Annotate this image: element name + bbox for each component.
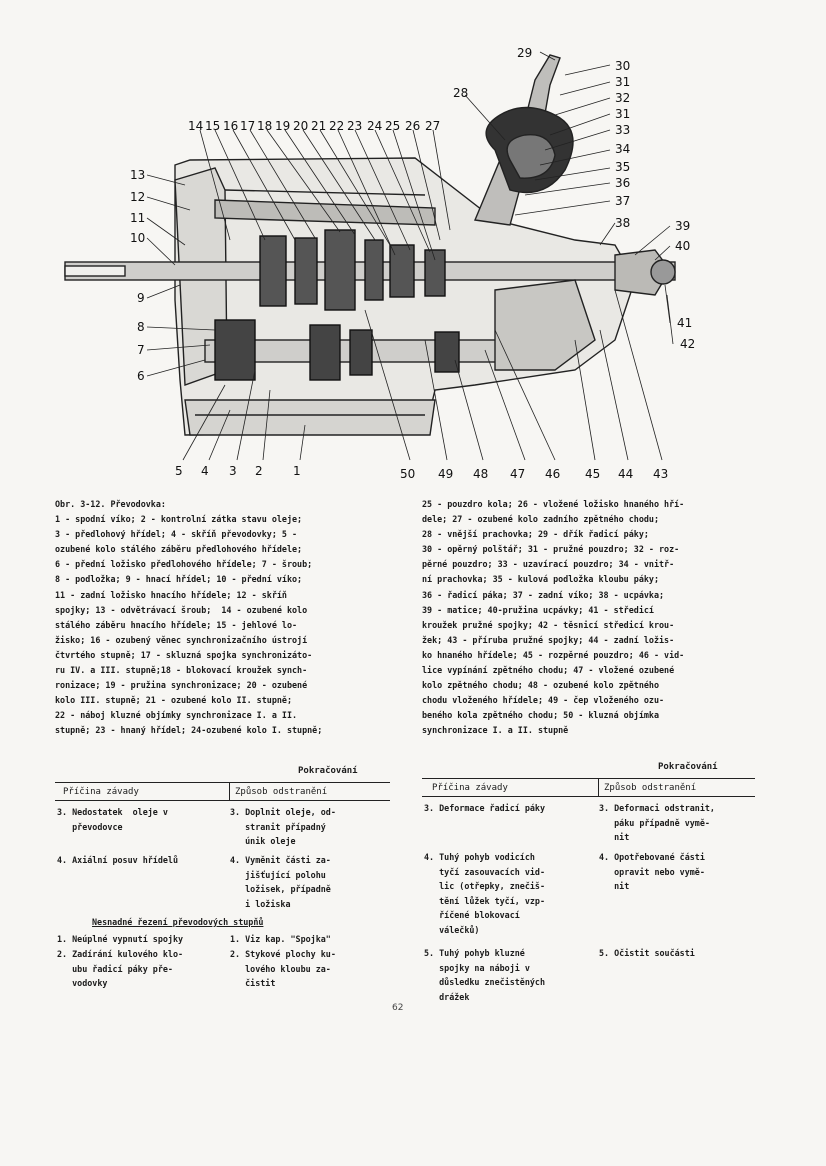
callout-12: 12 xyxy=(130,190,146,204)
callout-42: 42 xyxy=(680,337,696,351)
caption-line: lice vypínání zpětného chodu; 47 - vložené ozubené xyxy=(422,665,675,676)
caption-line: kolo zpětného chodu; 48 - ozubené kolo zpětného xyxy=(422,680,659,691)
callout-7: 7 xyxy=(137,343,145,357)
caption-line: žek; 43 - příruba pružné spojky; 44 - zadní ložis- xyxy=(422,634,675,645)
row-fix: 4. Opotřebované části opravit nebo vymě- nit xyxy=(599,852,705,891)
row-fix: 1. Viz kap. "Spojka" xyxy=(230,934,331,944)
caption-line: Obr. 3-12. Převodovka: xyxy=(55,499,166,509)
caption-line: 30 - opěrný polštář; 31 - pružné pouzdro; 32 - roz- xyxy=(422,544,680,555)
callout-6: 6 xyxy=(137,369,145,383)
caption-line: beného kola zpětného chodu; 50 - kluzná objímka xyxy=(422,710,659,721)
callout-47: 47 xyxy=(510,467,526,481)
caption-line: 1 - spodní víko; 2 - kontrolní zátka stavu oleje; xyxy=(55,514,303,525)
callout-30: 30 xyxy=(615,59,631,73)
callout-45: 45 xyxy=(585,467,601,481)
callout-15: 15 xyxy=(205,119,221,133)
callout-46: 46 xyxy=(545,467,561,481)
caption-line: ru IV. a III. stupně;18 - blokovací kroužek synch- xyxy=(55,665,308,676)
caption-line: 3 - předlohový hřídel; 4 - skříň převodovky; 5 - xyxy=(55,529,298,540)
col-header-cause: Příčina závady xyxy=(63,787,139,797)
callout-17: 17 xyxy=(240,119,256,133)
callout-13: 13 xyxy=(130,168,146,182)
callout-27: 27 xyxy=(425,119,441,133)
callout-35: 35 xyxy=(615,160,631,174)
gearbox-cutaway-drawing xyxy=(55,40,775,485)
row-cause: 3. Deformace řadicí páky xyxy=(424,803,546,813)
callout-26: 26 xyxy=(405,119,421,133)
continued-label-left: Pokračování xyxy=(298,766,358,776)
caption-line: 25 - pouzdro kola; 26 - vložené ložisko hnaného hří- xyxy=(422,499,685,509)
callout-29: 29 xyxy=(517,46,533,60)
col-header-fix: Způsob odstranění xyxy=(235,787,328,797)
caption-line: kolo III. stupně; 21 - ozubené kolo II. stupně; xyxy=(55,695,292,706)
callout-40: 40 xyxy=(675,239,691,253)
callout-33: 33 xyxy=(615,123,631,137)
row-fix: 5. Očistit součásti xyxy=(599,948,695,958)
caption-line: stálého záběru hnacího hřídele; 15 - jehlové lo- xyxy=(55,619,298,630)
caption-line: kroužek pružné spojky; 42 - těsnicí středicí krou- xyxy=(422,619,675,630)
callout-39: 39 xyxy=(675,219,691,233)
callout-25: 25 xyxy=(385,119,401,133)
callout-28: 28 xyxy=(453,86,469,100)
callout-9: 9 xyxy=(137,291,145,305)
callout-21: 21 xyxy=(311,119,327,133)
callout-8: 8 xyxy=(137,320,145,334)
callout-38: 38 xyxy=(615,216,631,230)
callout-5: 5 xyxy=(175,464,183,478)
callout-44: 44 xyxy=(618,467,634,481)
caption-line: chodu vloženého hřídele; 49 - čep vloženého ozu- xyxy=(422,695,665,706)
caption-line: ozubené kolo stálého záběru předlohového hřídele; xyxy=(55,544,303,555)
caption-line: pěrné pouzdro; 33 - uzavírací pouzdro; 34 - vnitř- xyxy=(422,559,675,570)
row-cause: 1. Neúplné vypnutí spojky xyxy=(57,934,184,944)
caption-line: 28 - vnější prachovka; 29 - dřík řadicí páky; xyxy=(422,529,649,540)
callout-16: 16 xyxy=(223,119,239,133)
col-header-cause: Příčina závady xyxy=(432,783,508,793)
callout-48: 48 xyxy=(473,467,489,481)
callout-4: 4 xyxy=(201,464,209,478)
caption-line: ronizace; 19 - pružina synchronizace; 20 - ozubené xyxy=(55,680,308,691)
troubleshooting-table-right xyxy=(422,776,755,1006)
callout-49: 49 xyxy=(438,467,454,481)
figure-caption-right xyxy=(422,497,767,739)
col-header-fix: Způsob odstranění xyxy=(604,783,697,793)
row-fix: 3. Deformaci odstranit, páku případně vymě- nit xyxy=(599,803,715,842)
caption-line: dele; 27 - ozubené kolo zadního zpětného chodu; xyxy=(422,514,659,525)
callout-1: 1 xyxy=(293,464,301,478)
row-fix: 4. Vyměnit části za- jišťující polohu ložisek, případně i ložiska xyxy=(230,855,331,909)
callout-37: 37 xyxy=(615,194,631,208)
caption-line: ko hnaného hřídele; 45 - rozpěrné pouzdro; 46 - vid- xyxy=(422,649,685,660)
caption-line: spojky; 13 - odvětrávací šroub; 14 - ozubené kolo xyxy=(55,604,308,615)
page-number: 62 xyxy=(392,1003,404,1013)
callout-11: 11 xyxy=(130,211,146,225)
row-fix: 2. Stykové plochy ku- lového kloubu za- čistit xyxy=(230,949,336,988)
section-subheading: Nesnadné řezení převodových stupňů xyxy=(92,917,264,927)
callout-20: 20 xyxy=(293,119,309,133)
caption-line: 11 - zadní ložisko hnacího hřídele; 12 - skříň xyxy=(55,589,287,600)
callout-23: 23 xyxy=(347,119,363,133)
caption-line: 8 - podložka; 9 - hnací hřídel; 10 - přední víko; xyxy=(55,574,303,585)
caption-line: žisko; 16 - ozubený věnec synchronizačního ústrojí xyxy=(55,634,308,645)
callout-3: 3 xyxy=(229,464,237,478)
row-cause: 5. Tuhý pohyb kluzné spojky na náboji v důsledku znečistěných drážek xyxy=(424,948,546,1002)
callout-41: 41 xyxy=(677,316,693,330)
caption-line: ní prachovka; 35 - kulová podložka kloubu páky; xyxy=(422,574,659,585)
row-cause: 2. Zadírání kulového klo- ubu řadicí páky pře- vodovky xyxy=(57,949,184,988)
troubleshooting-table-left xyxy=(55,780,390,1000)
caption-line: 22 - náboj kluzné objímky synchronizace I. a II. xyxy=(55,710,298,721)
caption-line: 36 - řadicí páka; 37 - zadní víko; 38 - ucpávka; xyxy=(422,589,665,600)
row-fix: 3. Doplnit oleje, od- stranit případný únik oleje xyxy=(230,807,336,846)
callout-50: 50 xyxy=(400,467,416,481)
callout-31b: 31 xyxy=(615,107,631,121)
caption-line: čtvrtého stupně; 17 - skluzná spojka synchronizáto- xyxy=(55,649,313,660)
row-cause: 4. Axiální posuv hřídelů xyxy=(57,855,179,865)
caption-line: 6 - přední ložisko předlohového hřídele; 7 - šroub; xyxy=(55,559,313,570)
callout-19: 19 xyxy=(275,119,291,133)
continued-label-right: Pokračování xyxy=(658,762,718,772)
callout-34: 34 xyxy=(615,142,631,156)
callout-2: 2 xyxy=(255,464,263,478)
gearbox-housing xyxy=(65,55,675,435)
caption-line: 39 - matice; 40-pružina ucpávky; 41 - středicí xyxy=(422,604,654,615)
callout-36: 36 xyxy=(615,176,631,190)
callout-32: 32 xyxy=(615,91,631,105)
callout-10: 10 xyxy=(130,231,146,245)
callout-24: 24 xyxy=(367,119,383,133)
callout-43: 43 xyxy=(653,467,669,481)
caption-line: stupně; 23 - hnaný hřídel; 24-ozubené kolo I. stupně; xyxy=(55,725,323,736)
callout-22: 22 xyxy=(329,119,345,133)
row-cause: 4. Tuhý pohyb vodicích tyčí zasouvacích vid- lic (otřepky, znečiš- tění lůžek tyčí, vzp- říčené blokovací válečků) xyxy=(424,852,546,935)
callout-18: 18 xyxy=(257,119,273,133)
callout-14: 14 xyxy=(188,119,204,133)
row-cause: 3. Nedostatek oleje v převodovce xyxy=(57,807,168,832)
figure-caption-left xyxy=(55,497,400,739)
callout-31a: 31 xyxy=(615,75,631,89)
caption-line: synchronizace I. a II. stupně xyxy=(422,725,569,736)
